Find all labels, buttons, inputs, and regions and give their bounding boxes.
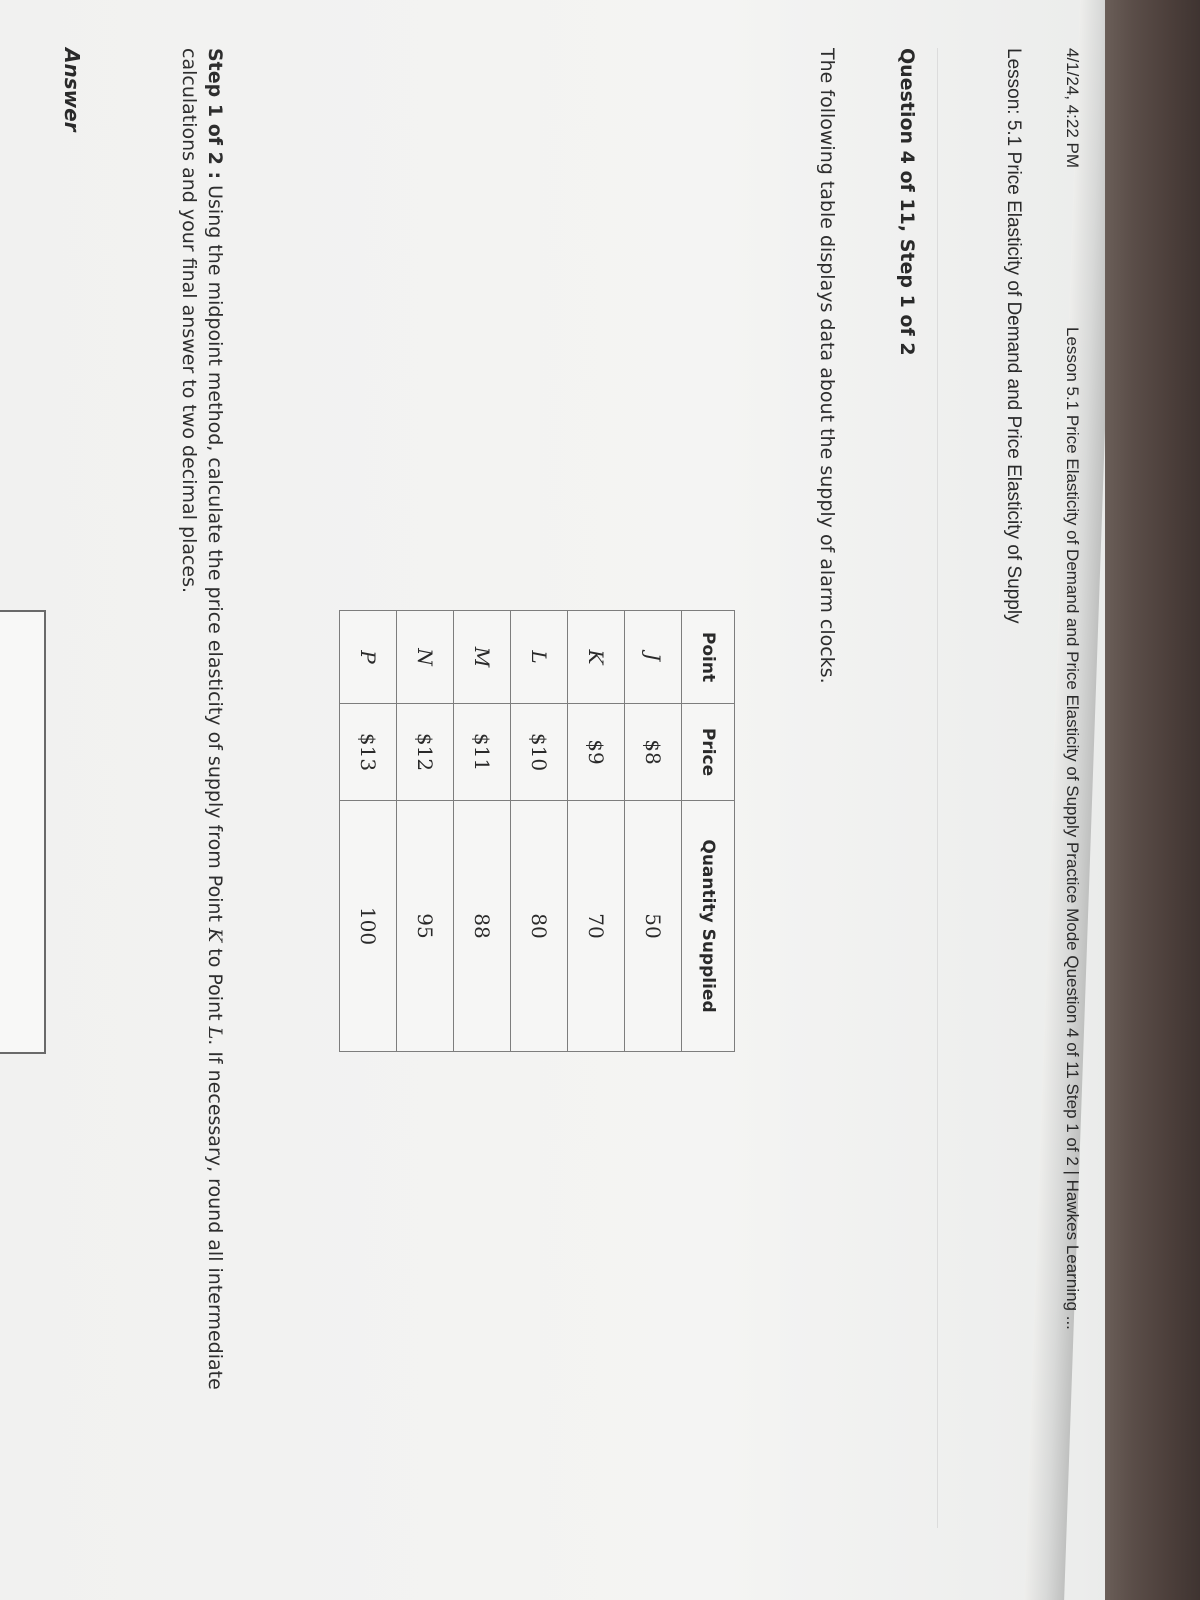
step-label: Step 1 of 2 : xyxy=(204,48,226,180)
cell-price: $13 xyxy=(340,704,397,801)
supply-table xyxy=(339,610,735,1052)
cell-price: $10 xyxy=(511,704,568,801)
step-text-3: . If necessary, round all intermediate calculations and your final answer to two decimal places. xyxy=(178,48,226,1390)
table-row xyxy=(340,611,397,1052)
cell-point: M xyxy=(454,611,511,704)
lesson-title: Lesson: 5.1 Price Elasticity of Demand and Price Elasticity of Supply xyxy=(1003,48,1024,624)
cell-quantity: 70 xyxy=(568,801,625,1052)
column-header-point: Point xyxy=(682,611,735,704)
cell-point: J xyxy=(625,611,682,704)
column-header-price: Price xyxy=(682,704,735,801)
cell-quantity: 95 xyxy=(397,801,454,1052)
column-header-quantity: Quantity Supplied xyxy=(682,801,735,1052)
cell-price: $9 xyxy=(568,704,625,801)
answer-input[interactable] xyxy=(0,610,46,1054)
question-title: Question 4 of 11, Step 1 of 2 xyxy=(896,48,918,356)
step-text-2: to Point xyxy=(204,942,226,1027)
print-header-title: Lesson 5.1 Price Elasticity of Demand and Price Elasticity of Supply Practice Mode Question 4 of 11 Step 1 of 2 | Hawkes Learning ... xyxy=(1063,327,1082,1330)
cell-price: $12 xyxy=(397,704,454,801)
table-row xyxy=(568,611,625,1052)
cell-point: L xyxy=(511,611,568,704)
cell-quantity: 88 xyxy=(454,801,511,1052)
table-row xyxy=(397,611,454,1052)
table-row xyxy=(511,611,568,1052)
step-text-1: Using the midpoint method, calculate the price elasticity of supply from Point xyxy=(204,185,226,929)
cell-point: P xyxy=(340,611,397,704)
cell-quantity: 100 xyxy=(340,801,397,1052)
cell-price: $8 xyxy=(625,704,682,801)
desk-background xyxy=(1105,0,1200,1600)
table-header-row xyxy=(682,611,735,1052)
cell-quantity: 80 xyxy=(511,801,568,1052)
cell-price: $11 xyxy=(454,704,511,801)
cell-quantity: 50 xyxy=(625,801,682,1052)
table-row xyxy=(454,611,511,1052)
step-instructions xyxy=(176,48,228,1468)
step-point-to: L xyxy=(204,1026,226,1040)
question-intro: The following table displays data about the supply of alarm clocks. xyxy=(816,48,838,684)
print-date: 4/1/24, 4:22 PM xyxy=(1063,48,1082,169)
table-row xyxy=(625,611,682,1052)
divider xyxy=(937,48,938,1528)
answer-label: Answer xyxy=(60,48,84,132)
cell-point: N xyxy=(397,611,454,704)
cell-point: K xyxy=(568,611,625,704)
step-point-from: K xyxy=(204,928,226,943)
